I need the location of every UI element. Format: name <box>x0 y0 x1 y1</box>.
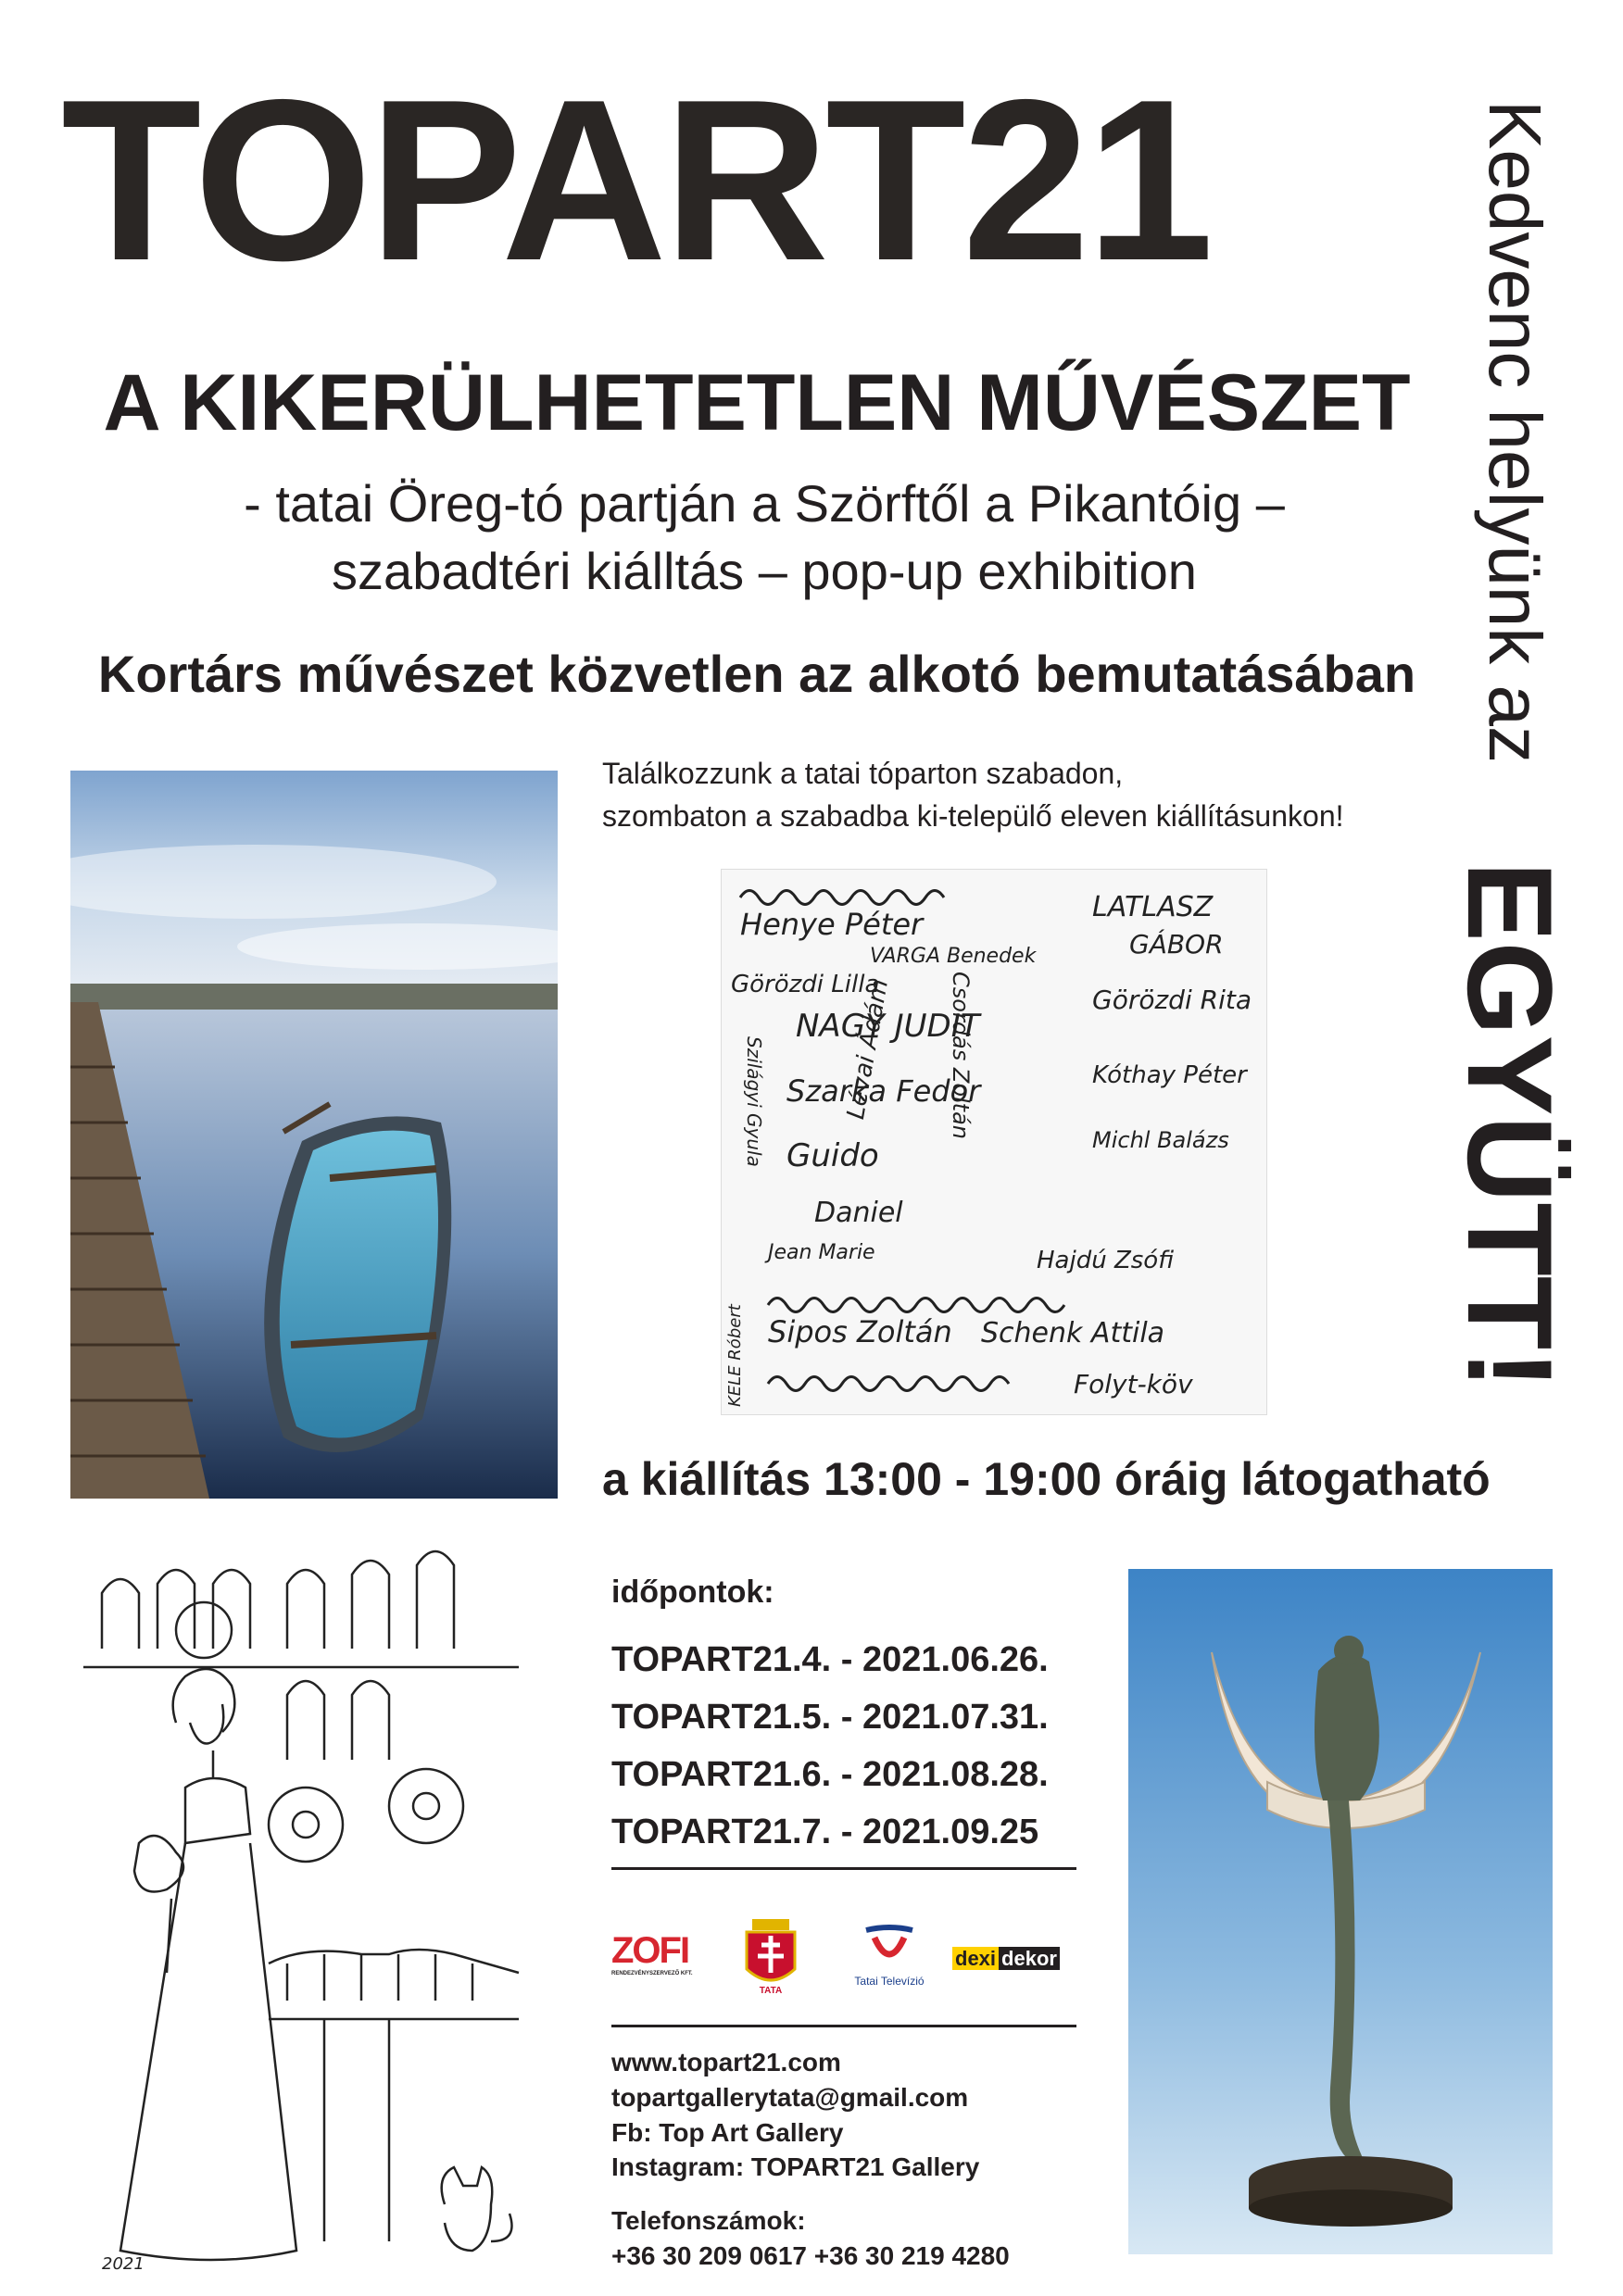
tagline-line-1: - tatai Öreg-tó partján a Szörftől a Pikantóig – <box>244 474 1285 533</box>
artist-name: Görözdi Rita <box>1092 985 1252 1015</box>
sculpture-photo <box>1128 1569 1553 2254</box>
tata-label: TATA <box>759 1986 783 1996</box>
poster-title: TOPART21 <box>61 51 1211 308</box>
divider <box>611 1867 1076 1870</box>
wedding-drawing <box>83 1537 528 2278</box>
artist-name: VARGA Benedek <box>870 945 1037 968</box>
artist-name: Csordás Zoltán <box>948 972 974 1140</box>
drawing-signature: 2021 <box>102 2254 145 2274</box>
schedule <box>611 1575 1075 1861</box>
divider <box>611 2025 1076 2027</box>
invitation <box>602 752 1344 838</box>
artist-name: KELE Róbert <box>725 1304 745 1407</box>
artist-name: Hajdú Zsófi <box>1037 1247 1175 1274</box>
vertical-slogan-bold <box>1427 861 1593 1454</box>
vertical-slogan-bold-text: EGYÜTT! <box>1442 861 1578 1390</box>
schedule-item: TOPART21.6. - 2021.08.28. <box>611 1755 1049 1794</box>
visiting-hours: a kiállítás 13:00 - 19:00 óráig látogatható <box>602 1453 1491 1505</box>
tagline <box>139 470 1390 606</box>
phones-label: Telefonszámok: <box>611 2206 806 2236</box>
invitation-line-2: szombaton a szabadba ki-települő eleven kiállításunkon! <box>602 799 1344 834</box>
website-link[interactable]: www.topart21.com <box>611 2048 841 2076</box>
wedding-drawing-graphic <box>83 1537 528 2278</box>
tatai-televizio-logo <box>843 1925 936 1999</box>
artist-name: Jean Marie <box>768 1241 875 1264</box>
vertical-slogan-text: Kedvenc helyünk az <box>1474 100 1556 764</box>
artist-names-artwork <box>721 869 1267 1415</box>
invitation-line-1: Találkozzunk a tatai tóparton szabadon, <box>602 757 1124 790</box>
tatai-televizio-label: Tatai Televízió <box>854 1975 925 1988</box>
artist-names-graphic <box>722 870 1266 1414</box>
artist-name: Sipos Zoltán <box>768 1314 952 1349</box>
artist-name: NAGY JUDIT <box>796 1008 980 1045</box>
artist-name: Kóthay Péter <box>1092 1061 1247 1089</box>
artist-name: Michl Balázs <box>1092 1127 1229 1153</box>
artist-name: Szilágyi Gyula <box>743 1036 765 1167</box>
artist-name: GÁBOR <box>1129 929 1224 960</box>
artist-name: Daniel <box>814 1197 903 1229</box>
artist-name: Szarka Fedor <box>786 1073 981 1109</box>
artist-name: Folyt-köv <box>1074 1369 1193 1399</box>
sculpture-photo-graphic <box>1128 1569 1553 2254</box>
dexi-logo-part: dexi <box>952 1947 999 1970</box>
schedule-label: időpontok: <box>611 1575 774 1610</box>
artist-name: Görözdi Lilla <box>731 971 880 998</box>
artist-name: Guido <box>786 1137 879 1174</box>
schedule-item: TOPART21.4. - 2021.06.26. <box>611 1640 1049 1679</box>
zofi-logo-text: ZOFI <box>611 1930 689 1971</box>
phone-numbers: +36 30 209 0617 +36 30 219 4280 <box>611 2240 1010 2270</box>
tatai-televizio-logo-graphic <box>862 1925 917 1971</box>
email-link[interactable]: topartgallerytata@gmail.com <box>611 2082 969 2112</box>
zofi-logo-subtext: RENDEZVÉNYSZERVEZŐ KFT. <box>611 1971 693 1976</box>
artist-name: LATLASZ <box>1092 891 1214 923</box>
artist-name: Schenk Attila <box>981 1317 1165 1349</box>
schedule-item: TOPART21.7. - 2021.09.25 <box>611 1813 1039 1851</box>
zofi-logo <box>611 1930 723 1986</box>
dekor-logo-part: dekor <box>999 1947 1060 1970</box>
vertical-slogan <box>1445 100 1584 822</box>
sponsor-logos <box>611 1917 1093 2001</box>
lake-photo-graphic <box>70 771 558 1499</box>
dexi-dekor-logo <box>952 1945 1060 1973</box>
poster-subtitle: A KIKERÜLHETETLEN MŰVÉSZET <box>103 358 1411 447</box>
instagram-text: Instagram: TOPART21 Gallery <box>611 2152 980 2182</box>
artist-name: Lévai Ádám <box>841 976 895 1122</box>
tagline-line-2: szabadtéri kiálltás – pop-up exhibition <box>332 541 1197 600</box>
facebook-text: Fb: Top Art Gallery <box>611 2117 844 2147</box>
lead-text: Kortárs művészet közvetlen az alkotó bemutatásában <box>97 645 1416 703</box>
tata-coat-of-arms <box>741 1917 800 1999</box>
lake-photo <box>70 771 558 1499</box>
contacts <box>611 2045 1010 2274</box>
schedule-item: TOPART21.5. - 2021.07.31. <box>611 1698 1049 1737</box>
artist-name: Henye Péter <box>740 907 924 942</box>
